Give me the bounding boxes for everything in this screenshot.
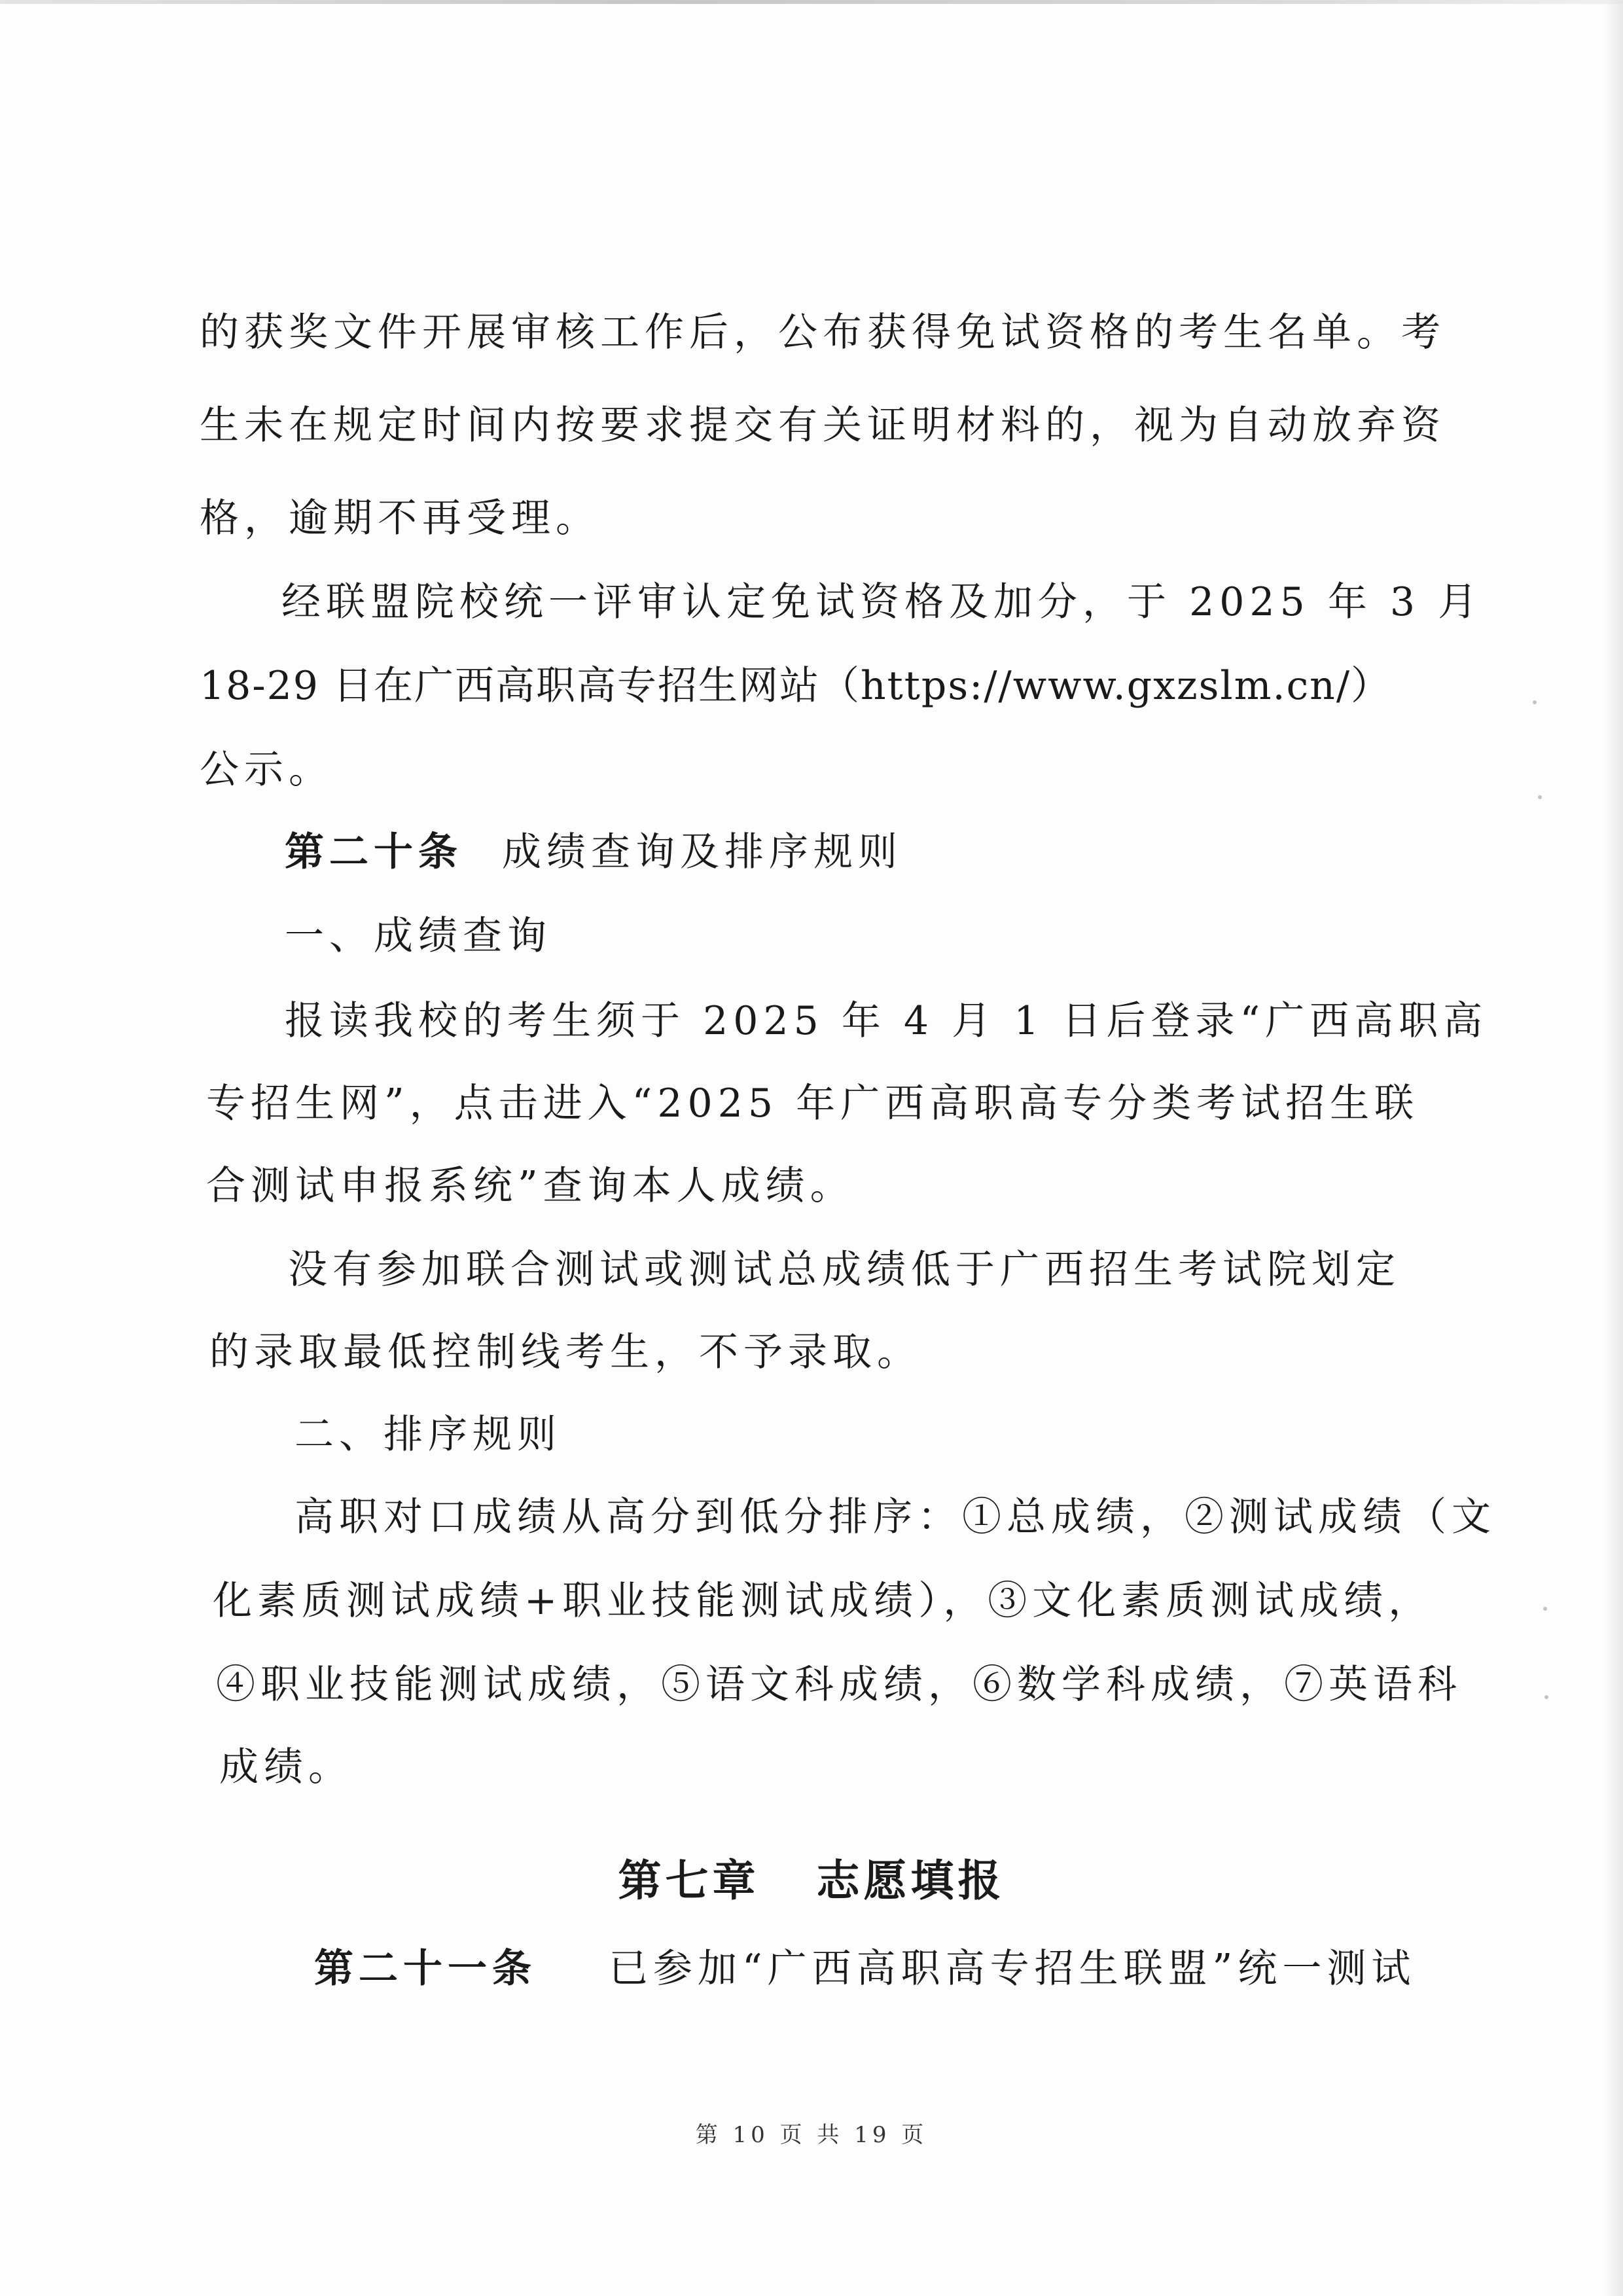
- chapter-7-title: 第七章 志愿填报: [618, 1856, 1005, 1906]
- body-line: 专招生网”，点击进入“2025 年广西高职高专分类考试招生联: [206, 1081, 1419, 1126]
- body-line: 生未在规定时间内按要求提交有关证明材料的，视为自动放弃资: [200, 403, 1446, 448]
- body-line: 没有参加联合测试或测试总成绩低于广西招生考试院划定: [288, 1247, 1400, 1293]
- scan-speck: [1544, 1695, 1548, 1699]
- scan-speck: [1538, 795, 1542, 799]
- article-21-line: [314, 1943, 1416, 1995]
- body-line: 的录取最低控制线考生，不予录取。: [209, 1329, 921, 1375]
- body-line: 的获奖文件开展审核工作后，公布获得免试资格的考生名单。考: [200, 310, 1446, 355]
- article-20-number: 第二十条: [285, 829, 463, 875]
- body-line: ④职业技能测试成绩，⑤语文科成绩，⑥数学科成绩，⑦英语科: [216, 1662, 1462, 1708]
- section-1-heading: 一、成绩查询: [285, 913, 552, 959]
- article-21-number: 第二十一条: [314, 1946, 537, 1992]
- body-line: 合测试申报系统”查询本人成绩。: [206, 1163, 855, 1209]
- scan-speck: [1533, 700, 1537, 704]
- section-2-heading: 二、排序规则: [294, 1412, 562, 1458]
- scan-speck: [1543, 1607, 1547, 1611]
- body-line: 高职对口成绩从高分到低分排序：①总成绩，②测试成绩（文: [294, 1494, 1496, 1540]
- scan-edge-top: [0, 0, 1623, 4]
- body-line: 报读我校的考生须于 2025 年 4 月 1 日后登录“广西高职高: [285, 998, 1488, 1044]
- body-line: 化素质测试成绩+职业技能测试成绩），③文化素质测试成绩，: [213, 1578, 1433, 1624]
- body-line: 公示。: [200, 747, 333, 793]
- body-line: 经联盟院校统一评审认定免试资格及加分，于 2025 年 3 月: [281, 579, 1483, 625]
- article-20-title: 成绩查询及排序规则: [502, 829, 902, 875]
- body-line: 格，逾期不再受理。: [200, 495, 600, 541]
- body-line: 18-29 日在广西高职高专招生网站（https://www.gxzslm.cn/）: [200, 663, 1392, 709]
- article-20-heading: [285, 826, 902, 878]
- article-21-text: 已参加“广西高职高专招生联盟”统一测试: [609, 1946, 1416, 1992]
- page-number-footer: 第 10 页 共 19 页: [695, 2122, 928, 2148]
- scan-edge-right: [1605, 0, 1623, 2296]
- body-line: 成绩。: [219, 1744, 353, 1790]
